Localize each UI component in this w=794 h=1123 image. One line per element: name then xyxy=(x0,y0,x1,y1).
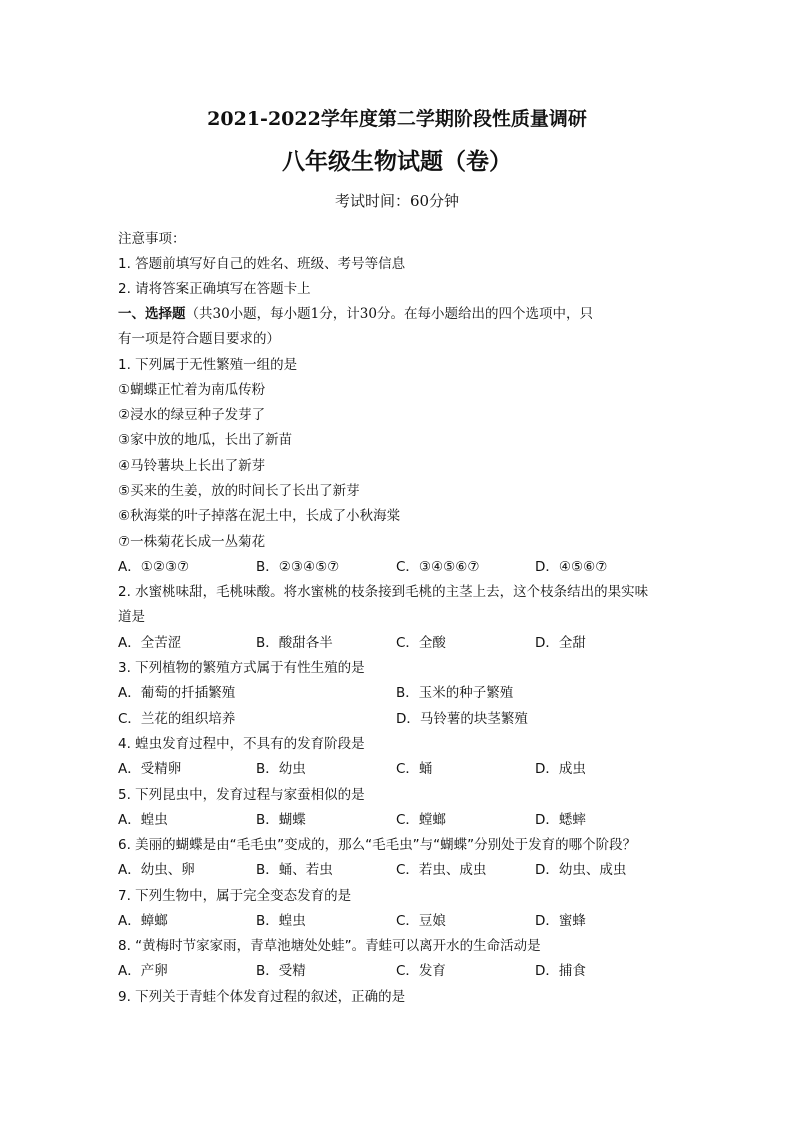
question-stem: 道是 xyxy=(118,609,145,625)
question-item: ⑥秋海棠的叶子掉落在泥土中，长成了小秋海棠 xyxy=(118,508,401,524)
option-b: B．幼虫 xyxy=(256,761,306,777)
option-d: D．全甜 xyxy=(535,635,586,651)
question-item: ⑦一株菊花长成一丛菊花 xyxy=(118,534,266,550)
option-b: B．玉米的种子繁殖 xyxy=(396,685,514,701)
option-a: A．全苦涩 xyxy=(118,635,182,651)
option-c: C．发育 xyxy=(396,963,446,979)
option-b: B．蝗虫 xyxy=(256,913,306,929)
note-item: 1. 答题前填写好自己的姓名、班级、考号等信息 xyxy=(118,256,406,272)
option-d: D．蟋蟀 xyxy=(535,812,586,828)
question-stem: 1. 下列属于无性繁殖一组的是 xyxy=(118,357,298,373)
question-stem: 3. 下列植物的繁殖方式属于有性生殖的是 xyxy=(118,660,365,676)
option-b: B．酸甜各半 xyxy=(256,635,333,651)
exam-time: 考试时间：60分钟 xyxy=(334,192,460,210)
note-item: 2. 请将答案正确填写在答题卡上 xyxy=(118,281,311,297)
option-c: C．豆娘 xyxy=(396,913,446,929)
question-item: ①蝴蝶正忙着为南瓜传粉 xyxy=(118,382,266,398)
question-item: ③家中放的地瓜，长出了新苗 xyxy=(118,432,293,448)
option-c: C．螳螂 xyxy=(396,812,446,828)
option-a: A．蟑螂 xyxy=(118,913,168,929)
option-a: A．葡萄的扦插繁殖 xyxy=(118,685,236,701)
question-stem: 4. 蝗虫发育过程中，不具有的发育阶段是 xyxy=(118,736,365,752)
option-c: C．兰花的组织培养 xyxy=(118,711,236,727)
option-c: C．全酸 xyxy=(396,635,446,651)
section-desc: （共30小题，每小题1分，计30分。在每小题给出的四个选项中，只 xyxy=(185,306,593,322)
exam-subtitle: 八年级生物试题（卷） xyxy=(282,148,512,175)
section-heading-line xyxy=(118,305,593,323)
option-b: B．②③④⑤⑦ xyxy=(256,559,340,575)
option-d: D．④⑤⑥⑦ xyxy=(535,559,608,575)
question-stem: 9. 下列关于青蛙个体发育过程的叙述，正确的是 xyxy=(118,989,406,1005)
option-a: A．产卵 xyxy=(118,963,168,979)
option-d: D．马铃薯的块茎繁殖 xyxy=(396,711,528,727)
option-a: A．幼虫、卵 xyxy=(118,862,195,878)
option-c: C．蛹 xyxy=(396,761,433,777)
question-stem: 5. 下列昆虫中，发育过程与家蚕相似的是 xyxy=(118,787,365,803)
section-desc: 有一项是符合题目要求的） xyxy=(118,331,280,347)
question-stem: 7. 下列生物中，属于完全变态发育的是 xyxy=(118,888,352,904)
question-item: ②浸水的绿豆种子发芽了 xyxy=(118,407,266,423)
question-stem: 2. 水蜜桃味甜，毛桃味酸。将水蜜桃的枝条接到毛桃的主茎上去，这个枝条结出的果实味 xyxy=(118,584,649,600)
question-stem: 6. 美丽的蝴蝶是由“毛毛虫”变成的，那么“毛毛虫”与“蝴蝶”分别处于发育的哪个阶段？ xyxy=(118,837,637,853)
question-item: ④马铃薯块上长出了新芽 xyxy=(118,458,266,474)
option-d: D．幼虫、成虫 xyxy=(535,862,627,878)
question-stem: 8. “黄梅时节家家雨，青草池塘处处蛙”。青蛙可以离开水的生命活动是 xyxy=(118,938,541,954)
option-d: D．成虫 xyxy=(535,761,586,777)
option-a: A．①②③⑦ xyxy=(118,559,190,575)
option-c: C．若虫、成虫 xyxy=(396,862,487,878)
option-a: A．蝗虫 xyxy=(118,812,168,828)
exam-title: 2021-2022学年度第二学期阶段性质量调研 xyxy=(207,108,587,130)
option-b: B．蛹、若虫 xyxy=(256,862,333,878)
option-a: A．受精卵 xyxy=(118,761,182,777)
section-heading: 一、选择题 xyxy=(118,306,186,322)
option-b: B．蝴蝶 xyxy=(256,812,306,828)
notes-heading: 注意事项： xyxy=(118,231,186,247)
option-d: D．捕食 xyxy=(535,963,586,979)
question-item: ⑤买来的生姜，放的时间长了长出了新芽 xyxy=(118,483,360,499)
option-b: B．受精 xyxy=(256,963,306,979)
option-c: C．③④⑤⑥⑦ xyxy=(396,559,480,575)
option-d: D．蜜蜂 xyxy=(535,913,586,929)
